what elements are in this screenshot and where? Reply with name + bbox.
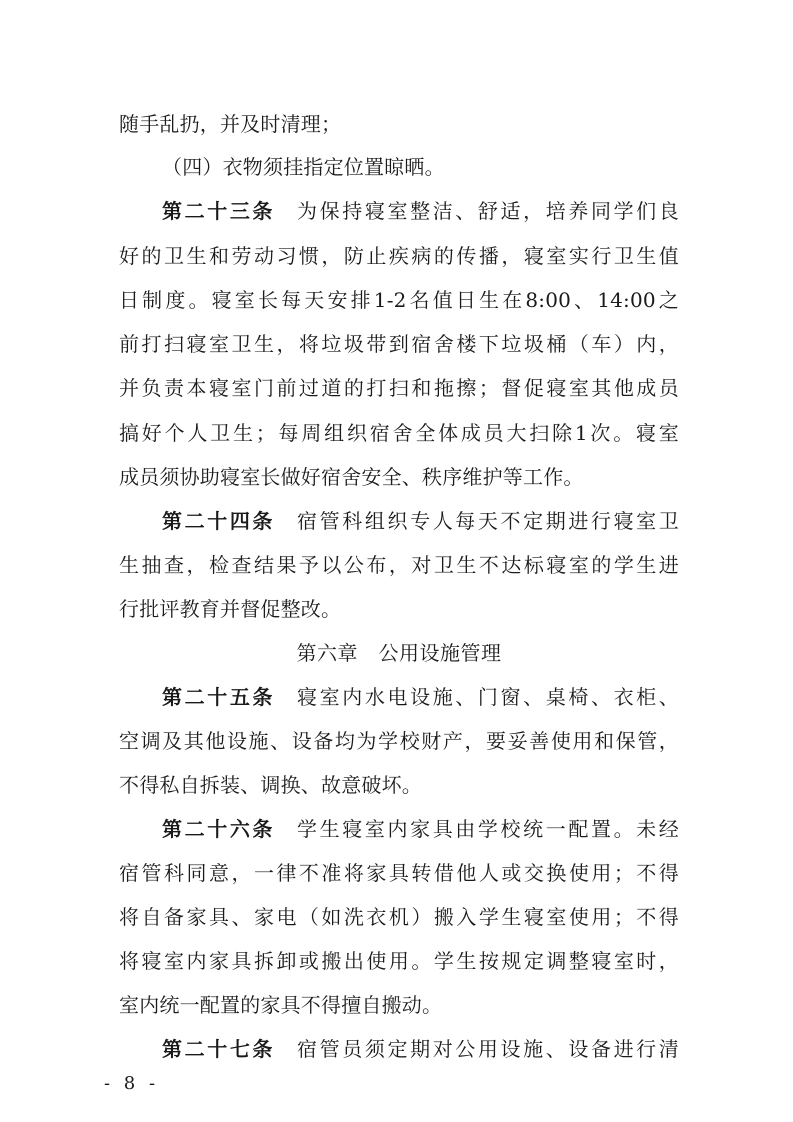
text-line: 宿管科组织专人每天不定期进行寝室卫 [297,509,679,533]
text-line: 室内统一配置的家具不得擅自搬动。 [119,993,443,1017]
page-number: - 8 - [104,1073,160,1094]
text-line: 并负责本寝室门前过道的打扫和拖擦；督促寝室其他成员 [119,376,679,400]
text-line: 成员须协助寝室长做好宿舍安全、秩序维护等工作。 [119,465,584,489]
text-line: 搞好个人卫生；每周组织宿舍全体成员大扫除1次。寝室 [119,421,679,445]
text-line: 前打扫寝室卫生，将垃圾带到宿舍楼下垃圾桶（车）内， [119,332,679,356]
text-line: 学生寝室内家具由学校统一配置。未经 [297,817,679,841]
text-line: 空调及其他设施、设备均为学校财产，要妥善使用和保管， [119,729,679,753]
article-24-title: 第二十四条 [162,509,276,533]
text-line: 将寝室内家具拆卸或搬出使用。学生按规定调整寝室时， [119,949,679,973]
text-line: 寝室内水电设施、门窗、桌椅、衣柜、 [297,685,679,709]
article-25-first-line [162,677,679,717]
article-23-first-line [162,191,679,231]
text-line: 随手乱扔，并及时清理； [119,112,342,136]
article-24-first-line [162,501,679,541]
article-26-title: 第二十六条 [162,817,276,841]
text-line: 将自备家具、家电（如洗衣机）搬入学生寝室使用；不得 [119,905,679,929]
article-25-title: 第二十五条 [162,685,276,709]
text-line: 宿管员须定期对公用设施、设备进行清 [297,1037,679,1061]
chapter-heading: 第六章 公用设施管理 [296,641,502,665]
text-line: 行批评教育并督促整改。 [119,597,342,621]
text-line: 不得私自拆装、调换、故意破坏。 [119,773,422,797]
text-line: 生抽查，检查结果予以公布，对卫生不达标寝室的学生进 [119,553,679,577]
article-23-title: 第二十三条 [162,199,276,223]
article-27-first-line [162,1029,679,1069]
text-line: 为保持寝室整洁、舒适，培养同学们良 [297,199,679,223]
text-line: 宿管科同意，一律不准将家具转借他人或交换使用；不得 [119,861,679,885]
article-26-first-line [162,809,679,849]
text-line: （四）衣物须挂指定位置晾晒。 [162,155,445,179]
text-line: 好的卫生和劳动习惯，防止疾病的传播，寝室实行卫生值 [119,244,679,268]
text-line: 日制度。寝室长每天安排1-2名值日生在8:00、14:00之 [119,288,679,312]
article-27-title: 第二十七条 [162,1037,276,1061]
